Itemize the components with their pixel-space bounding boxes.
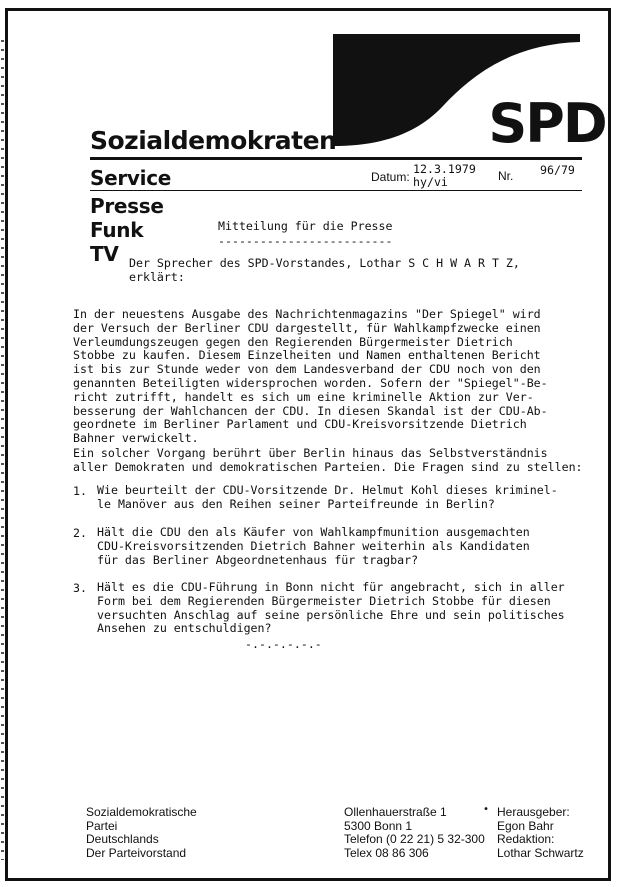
- brand-name: Sozialdemokraten: [90, 126, 337, 155]
- question-3-number: 3.: [73, 581, 87, 595]
- paragraph-2: Ein solcher Vorgang berührt über Berlin hinaus das Selbstverständnis aller Demokraten und demokratischen Parteien. Die Fragen sind zu stellen:: [73, 446, 583, 474]
- question-2-number: 2.: [73, 526, 87, 540]
- footer-bullet: •: [483, 804, 490, 815]
- channel-tv: TV: [90, 242, 119, 266]
- footer-address: Ollenhauerstraße 1 5300 Bonn 1 Telefon (0 22 21) 5 32-300 Telex 08 86 306: [344, 805, 485, 860]
- spd-logo: [333, 34, 606, 155]
- footer-organization: Sozialdemokratische Partei Deutschlands Der Parteivorstand: [86, 805, 197, 860]
- scan-edge-dots: [1, 40, 4, 860]
- closing-separator: -.-.-.-.-.-: [245, 637, 322, 651]
- spd-logo-text: SPD: [488, 92, 606, 155]
- intro-text: Der Sprecher des SPD-Vorstandes, Lothar S C H W A R T Z, erklärt:: [129, 256, 520, 284]
- heading-underline: -------------------------: [218, 234, 393, 248]
- heading-title: Mitteilung für die Presse: [218, 219, 393, 233]
- press-release-heading: [218, 219, 393, 249]
- number-label: Nr.: [498, 169, 514, 183]
- question-3-text: Hält es die CDU-Führung in Bonn nicht für angebracht, sich in aller Form bei dem Regierenden Bürgermeister Dietrich Stobbe für diesen versuchten Anschlag auf seine persönliche Ehre und sein politisches Ansehen zu entschuldigen?: [97, 580, 565, 636]
- service-rule: [90, 190, 582, 191]
- initials-value: hy/vi: [413, 175, 448, 189]
- question-1-number: 1.: [73, 484, 87, 498]
- service-label: Service: [90, 166, 172, 190]
- question-1-text: Wie beurteilt der CDU-Vorsitzende Dr. Helmut Kohl dieses kriminel- le Manöver aus den Reihen seiner Parteifreunde in Berlin?: [97, 483, 558, 511]
- question-2-text: Hält die CDU den als Käufer von Wahlkampfmunition ausgemachten CDU-Kreisvorsitzenden Dietrich Bahner weiterhin als Kandidaten für das Berliner Abgeordnetenhaus für tragbar?: [97, 525, 530, 567]
- channel-presse: Presse: [90, 194, 164, 218]
- paragraph-1: In der neuestens Ausgabe des Nachrichtenmagazins "Der Spiegel" wird der Versuch der Berliner CDU dargestellt, für Wahlkampfzwecke einen Verleumdungszeugen gegen den Regierenden Bürgermeister Dietrich Stobbe zu kaufen. Diesem Einzelheiten und Namen enthaltenen Bericht ist bis zur Stunde weder von dem Landesverband der CDU noch von den genannten Beteiligten widersprochen worden. Sofern der "Spiegel"-Be- richt zutrifft, handelt es sich um eine kriminelle Aktion zur Ver- besserung der Wahlchancen der CDU. In diesen Skandal ist der CDU-Ab- geordnete im Berliner Parlament und CDU-Kreisvorsitzende Dietrich Bahner verwickelt.: [73, 307, 548, 446]
- brand-rule: [90, 157, 582, 160]
- date-label: Datum:: [371, 170, 410, 184]
- footer-publisher: Herausgeber: Egon Bahr Redaktion: Lothar Schwartz: [497, 805, 584, 860]
- number-value: 96/79: [540, 163, 575, 177]
- channel-funk: Funk: [90, 218, 144, 242]
- date-value: 12.3.1979: [413, 162, 476, 176]
